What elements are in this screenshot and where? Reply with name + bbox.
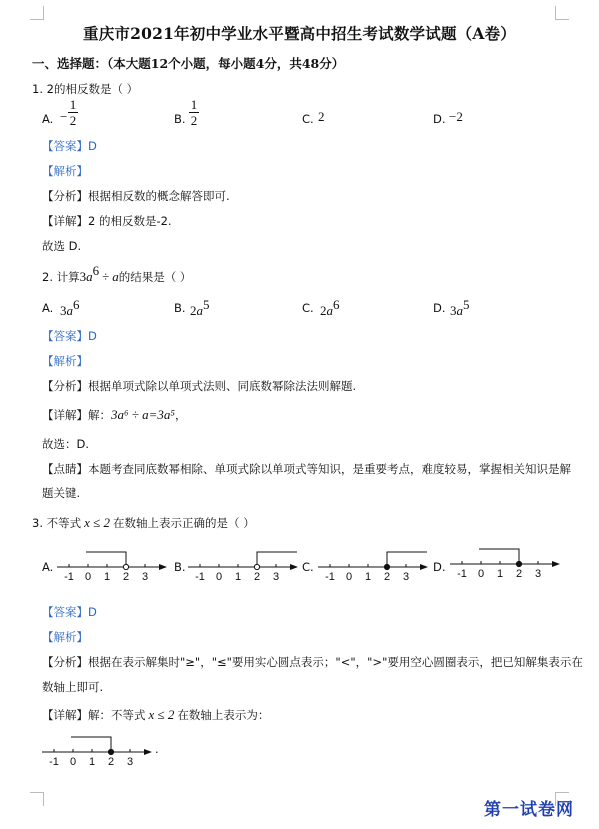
tick-label: 1 bbox=[364, 571, 372, 583]
q2-stem-exp: 6 bbox=[92, 263, 100, 278]
tick-label: 0 bbox=[477, 568, 485, 580]
watermark-logo: 第一试卷网 bbox=[484, 800, 574, 820]
solution-ray bbox=[71, 737, 111, 752]
tick-label: 3 bbox=[272, 571, 280, 583]
section-heading: 一、选择题：（本大题12个小题，每小题4分，共48分） bbox=[32, 56, 345, 71]
q3-option-d-label: D. bbox=[433, 560, 446, 574]
q2-stem-suffix: 的结果是（ ） bbox=[118, 270, 192, 284]
q2-xiangjie-suffix: ， bbox=[174, 408, 187, 422]
q3-option-d-number-line bbox=[448, 542, 563, 582]
q1-stem: 1. 2的相反数是（ ） bbox=[32, 82, 139, 96]
q1-analysis-label: 【解析】 bbox=[42, 164, 88, 178]
q1-option-b-label: B. bbox=[174, 112, 186, 126]
q2-stem-op: ÷ bbox=[102, 269, 110, 284]
axis-arrow bbox=[420, 564, 428, 570]
q2-option-a-label: A. bbox=[42, 301, 54, 315]
q2-answer: 【答案】D bbox=[42, 329, 97, 343]
tick-label: 2 bbox=[515, 568, 523, 580]
corner-mark-bl bbox=[30, 792, 44, 806]
q1-conclusion: 故选 D. bbox=[42, 239, 82, 253]
q1-option-a-fraction bbox=[67, 97, 79, 128]
q1-option-d-label: D. bbox=[433, 112, 446, 126]
tick-label: 1 bbox=[234, 571, 242, 583]
q1-answer: 【答案】D bbox=[42, 139, 97, 153]
q2-option-c-label: C. bbox=[302, 301, 314, 315]
tick-label: 0 bbox=[69, 756, 77, 768]
q2-option-d: $3a^5$ bbox=[450, 297, 470, 318]
solid-point bbox=[516, 561, 521, 566]
q3-stem bbox=[32, 512, 255, 531]
tick-label: 1 bbox=[103, 571, 111, 583]
tick-label: 3 bbox=[534, 568, 542, 580]
tick-label: 2 bbox=[107, 756, 115, 768]
tick-label: 3 bbox=[402, 571, 410, 583]
solution-ray bbox=[86, 552, 126, 567]
solid-point bbox=[384, 564, 389, 569]
q1-fenxi: 【分析】根据相反数的概念解答即可. bbox=[42, 189, 230, 203]
q2-dianjing-line1: 【点睛】本题考查同底数幂相除、单项式除以单项式等知识，是重要考点，难度较易，掌握相关知识是解 bbox=[42, 462, 571, 476]
tick-label: -1 bbox=[325, 571, 335, 583]
q2-stem-var2: a bbox=[112, 269, 119, 284]
tick-label: 0 bbox=[215, 571, 223, 583]
q1-xiangjie: 【详解】2 的相反数是-2. bbox=[42, 214, 172, 228]
q1-option-b-fraction bbox=[188, 97, 200, 128]
q2-option-a: $3a^6$ bbox=[60, 297, 80, 318]
q2-stem-prefix: 2. 计算 bbox=[42, 270, 80, 284]
q3-solution-period: . bbox=[155, 742, 159, 756]
q3-solution-number-line bbox=[40, 730, 155, 770]
q3-fenxi-line2: 数轴上即可. bbox=[42, 680, 104, 694]
q2-option-b: $2a^5$ bbox=[190, 297, 210, 318]
q2-option-d-label: D. bbox=[433, 301, 446, 315]
q1-option-a-label: A. bbox=[42, 112, 54, 126]
tick-label: -1 bbox=[195, 571, 205, 583]
q2-dianjing-line2: 题关键. bbox=[42, 486, 81, 500]
q2-xiangjie-prefix: 【详解】解： bbox=[42, 408, 111, 422]
q3-xiangjie bbox=[42, 704, 269, 723]
corner-mark-tr bbox=[555, 6, 569, 20]
q1-option-b-denominator: 2 bbox=[190, 113, 198, 128]
page-title: 重庆市2021年初中学业水平暨高中招生考试数学试题（A卷） bbox=[83, 24, 516, 43]
q1-option-c-label: C. bbox=[302, 112, 314, 126]
hollow-point bbox=[123, 564, 128, 569]
q3-answer: 【答案】D bbox=[42, 605, 97, 619]
q1-option-d-value: −2 bbox=[449, 109, 463, 124]
axis-arrow bbox=[159, 564, 167, 570]
tick-label: -1 bbox=[49, 756, 59, 768]
q2-xiangjie bbox=[42, 404, 186, 423]
q1-option-a-sign: − bbox=[60, 109, 68, 124]
axis-arrow bbox=[144, 749, 152, 755]
tick-label: 0 bbox=[345, 571, 353, 583]
q2-stem-var: a bbox=[86, 269, 93, 284]
q2-xiangjie-math: 3a⁶ ÷ a=3a⁵ bbox=[111, 407, 175, 422]
q3-stem-prefix: 3. 不等式 bbox=[32, 516, 82, 530]
q2-stem-coef: 3 bbox=[79, 269, 87, 284]
q2-option-c: $2a^6$ bbox=[320, 297, 340, 318]
q3-stem-math: x ≤ 2 bbox=[84, 515, 111, 530]
tick-label: -1 bbox=[64, 571, 74, 583]
q3-xiangjie-math: x ≤ 2 bbox=[148, 707, 175, 722]
q3-xiangjie-suffix: 在数轴上表示为： bbox=[177, 708, 270, 722]
q2-analysis-label: 【解析】 bbox=[42, 354, 88, 368]
q1-option-b-numerator: 1 bbox=[190, 97, 198, 112]
q3-stem-suffix: 在数轴上表示正确的是（ ） bbox=[113, 516, 255, 530]
q3-xiangjie-prefix: 【详解】解：不等式 bbox=[42, 708, 146, 722]
tick-label: 3 bbox=[126, 756, 134, 768]
solid-point bbox=[108, 749, 113, 754]
q1-option-a-denominator: 2 bbox=[69, 113, 77, 128]
q2-conclusion: 故选：D. bbox=[42, 437, 90, 451]
axis-arrow bbox=[552, 561, 560, 567]
q3-option-c-label: C. bbox=[302, 560, 314, 574]
tick-label: 0 bbox=[84, 571, 92, 583]
tick-label: 2 bbox=[253, 571, 261, 583]
corner-mark-tl bbox=[30, 6, 44, 20]
tick-label: 2 bbox=[383, 571, 391, 583]
q3-option-a-label: A. bbox=[42, 560, 54, 574]
tick-label: 1 bbox=[88, 756, 96, 768]
q1-option-a-numerator: 1 bbox=[69, 97, 77, 112]
hollow-point bbox=[254, 564, 259, 569]
tick-label: 3 bbox=[141, 571, 149, 583]
axis-arrow bbox=[290, 564, 298, 570]
tick-label: -1 bbox=[457, 568, 467, 580]
tick-label: 1 bbox=[496, 568, 504, 580]
q2-stem bbox=[42, 263, 191, 285]
q3-fenxi-line1: 【分析】根据在表示解集时"≥"，"≤"要用实心圆点表示；"<"，">"要用空心圆圈表示，把已知解集表示在 bbox=[42, 655, 583, 669]
q2-option-b-label: B. bbox=[174, 301, 186, 315]
q1-option-c-value: 2 bbox=[318, 109, 325, 124]
q2-fenxi: 【分析】根据单项式除以单项式法则、同底数幂除法法则解题. bbox=[42, 379, 357, 393]
tick-label: 2 bbox=[122, 571, 130, 583]
q3-option-b-number-line bbox=[186, 545, 301, 585]
q3-analysis-label: 【解析】 bbox=[42, 630, 88, 644]
solution-ray bbox=[479, 549, 519, 564]
q3-option-a-number-line bbox=[55, 545, 170, 585]
q3-option-b-label: B. bbox=[174, 560, 186, 574]
q3-option-c-number-line bbox=[316, 545, 431, 585]
